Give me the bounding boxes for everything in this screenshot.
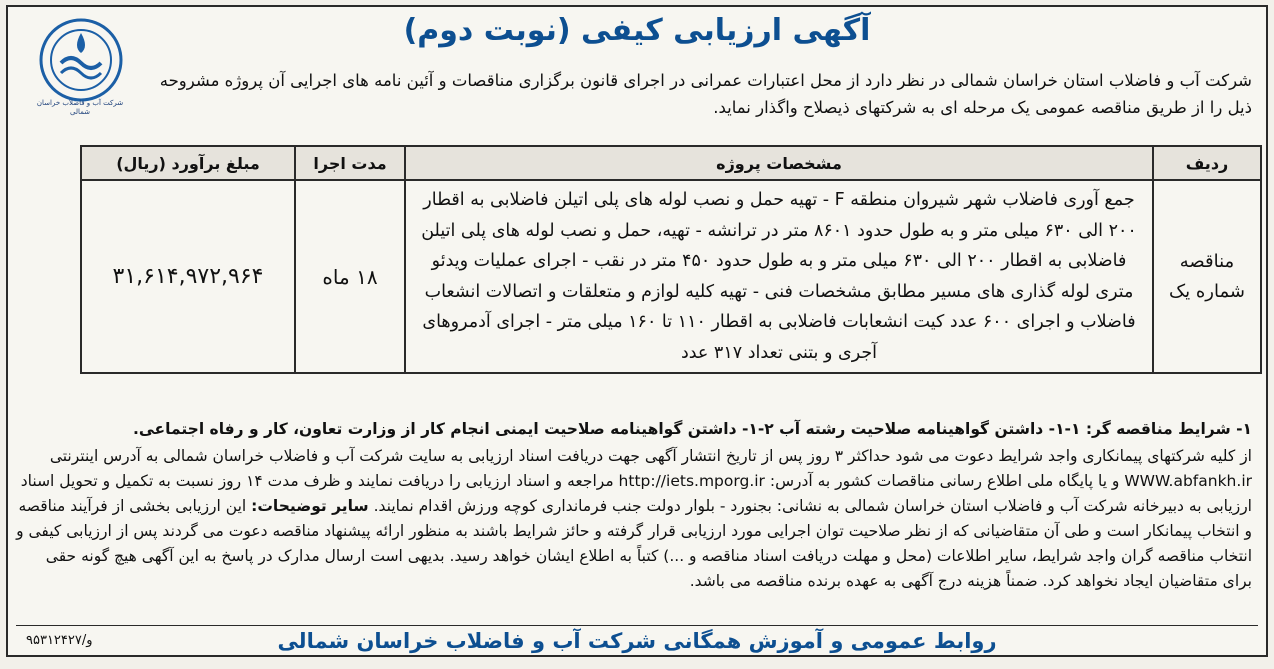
document-instructions: از کلیه شرکتهای پیمانکاری واجد شرایط دعوت می شود حداکثر ۳ روز پس از تاریخ انتشار آگهی جهت دریافت اسناد ارزیابی به سایت شرکت آب و فاضلاب خراسان شمالی به آدرس اینترنتی WWW.abfankh.ir و یا پایگاه ملی اطلاع رسانی مناقصات کشور به آدرس: http://iets.mporg.ir مراجعه و اسناد ارزیابی را دریافت نمایند و ظرف مدت ۱۴ روز نسبت به تکمیل و تحویل اسناد ارزیابی به دبیرخانه شرکت آب و فاضلاب استان خراسان شمالی به نشانی: بجنورد - بلوار دولت جنب فرمانداری کوچه ورزش اقدام نمایند. [20,447,1252,515]
row-index-cell: مناقصه شماره یک [1153,180,1261,373]
logo-caption: شرکت آب و فاضلاب خراسان شمالی [36,99,124,116]
conditions-label: ۱- شرایط مناقصه گر: [1085,420,1252,438]
duration-cell: ۱۸ ماه [295,180,405,373]
condition-1-2: ۲-۱- داشتن گواهینامه صلاحیت ایمنی انجام کار از وزارت تعاون، کار و رفاه اجتماعی. [132,420,774,438]
notice-title: آگهی ارزیابی کیفی (نوبت دوم) [403,13,871,48]
header-project-spec: مشخصات پروژه [405,146,1153,180]
estimated-amount-cell: ۳۱,۶۱۴,۹۷۲,۹۶۴ [81,180,295,373]
tender-notice [6,5,1268,657]
header-duration: مدت اجرا [295,146,405,180]
other-notes: این ارزیابی بخشی از فرآیند مناقصه و انتخاب پیمانکار است و طی آن متقاضیانی که از نظر صلاحیت توان اجرایی مورد ارزیابی قرار گرفته و حائز شرایط باشند به منظور ارائه پیشنهاد مناقصه دعوت می گردند پس از ارزیابی کیفی و انتخاب مناقصه گران واجد شرایط، سایر اطلاعات (محل و مهلت دریافت اسناد مناقصه و ...) کتباً به اطلاع ایشان خواهد رسید. بدیهی است ارسال مدارک در پاسخ به این آگهی هیچ گونه حقی برای متقاضیان ایجاد نخواهد کرد. ضمناً هزینه درج آگهی به عهده برنده مناقصه می باشد. [16,497,1252,590]
table-row [81,180,1261,373]
notice-code: ۹۵۳۱۲۴۲۷/و [26,633,93,648]
bidder-conditions [12,417,1252,442]
project-table [80,145,1262,374]
footer-signature: روابط عمومی و آموزش همگانی شرکت آب و فاضلاب خراسان شمالی [277,629,997,653]
condition-1-1: ۱-۱- داشتن گواهینامه صلاحیت رشته آب [779,420,1081,438]
intro-paragraph: شرکت آب و فاضلاب استان خراسان شمالی در نظر دارد از محل اعتبارات عمرانی در اجرای قانون برگزاری مناقصات و آئین نامه های اجرایی آن پروژه مشروحه ذیل را از طریق مناقصه عمومی یک مرحله ای به شرکتهای ذیصلاح واگذار نماید. [159,71,1252,117]
footer-divider [16,625,1258,626]
other-notes-label: سایر توضیحات: [251,497,369,515]
header-estimated-amount: مبلغ برآورد (ریال) [81,146,295,180]
instructions-paragraph [12,444,1252,594]
header-row-index: ردیف [1153,146,1261,180]
project-spec-cell: جمع آوری فاضلاب شهر شیروان منطقه F - تهیه حمل و نصب لوله های پلی اتیلن فاضلابی به اقطار ۲۰۰ الی ۶۳۰ میلی متر و به طول حدود ۸۶۰۱ متر در ترانشه - تهیه، حمل و نصب لوله های پلی اتیلن فاضلابی به اقطار ۲۰۰ الی ۶۳۰ میلی متر و به طول حدود ۴۵۰ متر در نقب - اجرای عملیات ویدئو متری لوله گذاری های مسیر مطابق مشخصات فنی - تهیه کلیه لوازم و متعلقات و اتصالات انشعاب فاضلاب و اجرای ۶۰۰ عدد کیت انشعابات فاضلابی به اقطار ۱۱۰ تا ۱۶۰ میلی متر - اجرای آدمروهای آجری و بتنی تعداد ۳۱۷ عدد [405,180,1153,373]
